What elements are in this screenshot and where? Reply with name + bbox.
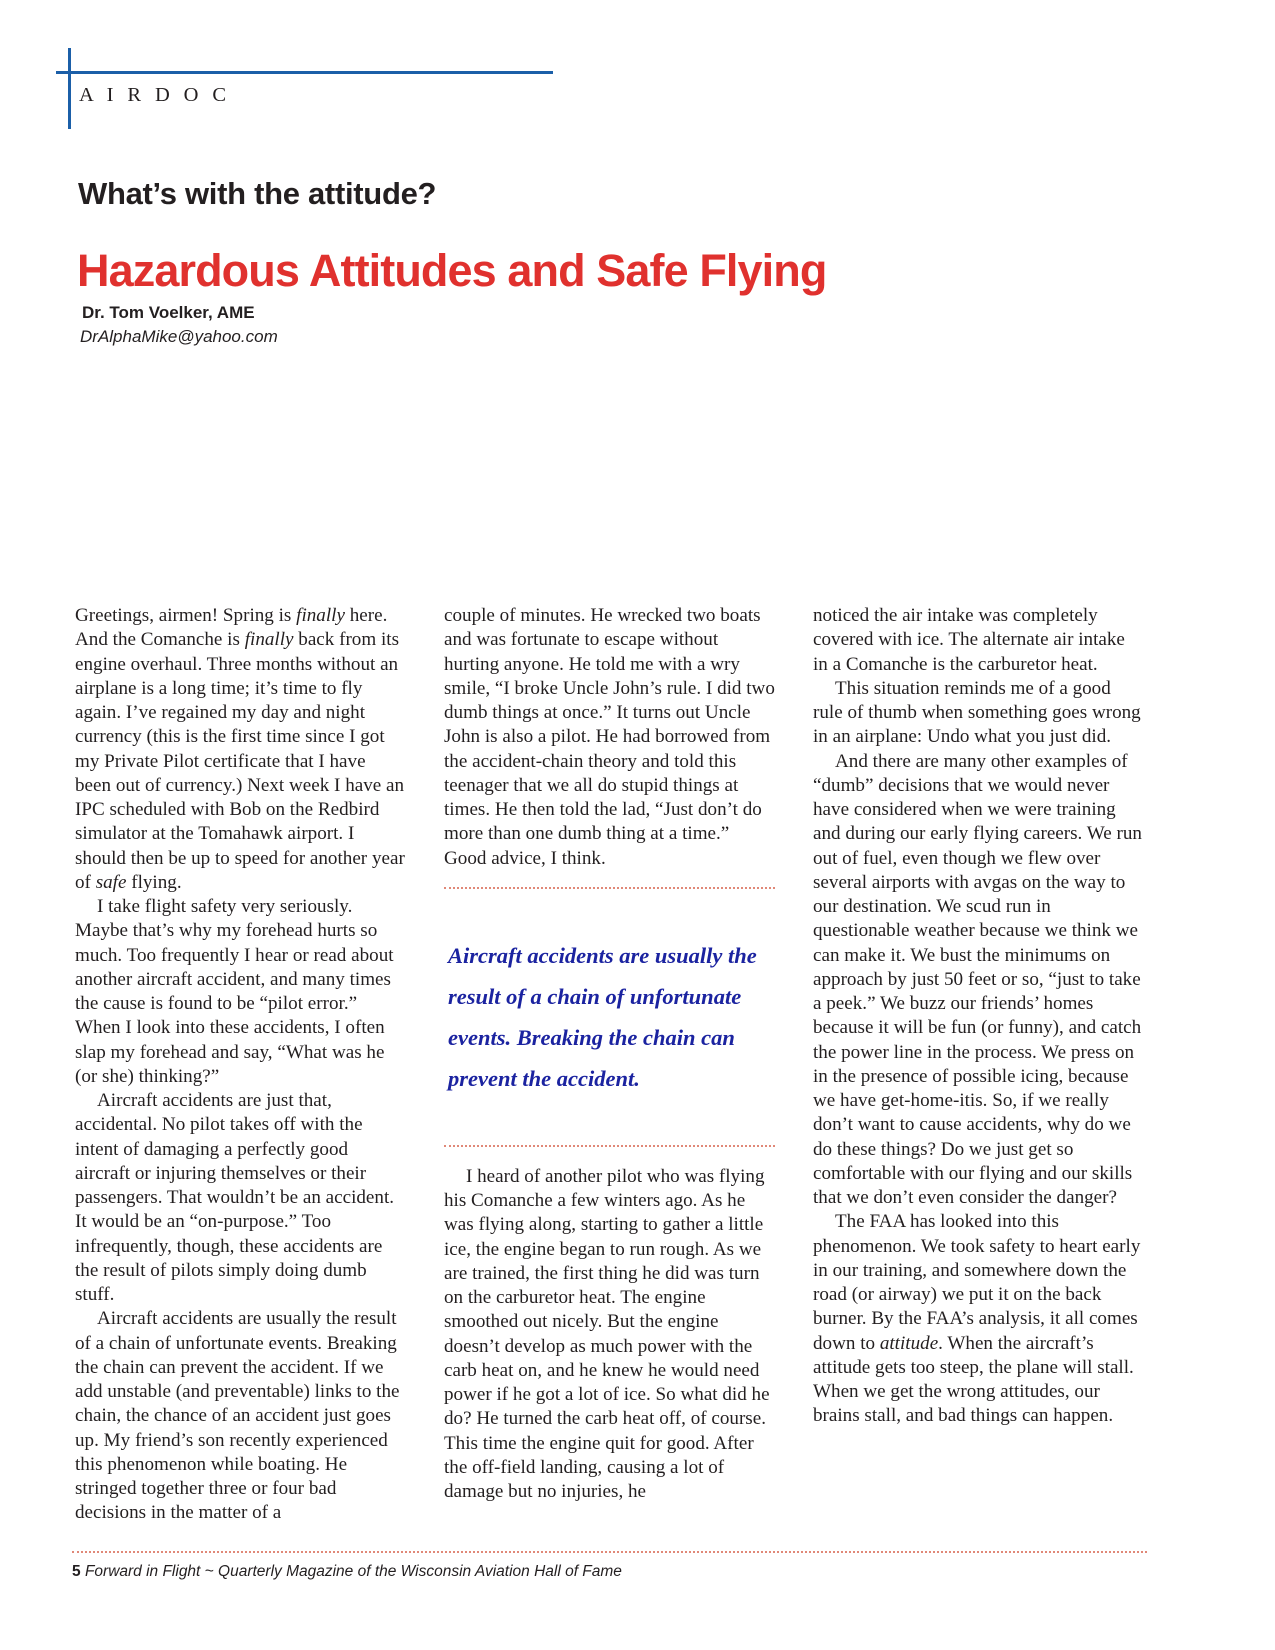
masthead-vertical-rule: [68, 48, 71, 129]
emphasis-text: safe: [95, 871, 127, 893]
article-column-2: [444, 604, 775, 1502]
paragraph: I heard of another pilot who was flying his Comanche a few winters ago. As he was flying along, starting to gather a little ice, the engine began to run rough. As we are trained, the first thing he did was turn on the carburetor heat. The engine smoothed out nicely. But the engine doesn’t develop as much power with the carb heat on, and he knew he would need power if he got a lot of ice. So what did he do? He turned the carb heat off, of course. This time the engine quit for good. After the off-field landing, causing a lot of damage but no injuries, he: [444, 1165, 770, 1502]
paragraph: And there are many other examples of “dumb” decisions that we would never have considered when we were training and during our early flying careers. We run out of fuel, even though we flew over several airports with avgas on the way to our destination. We scud run in questionable weather because we think we can make it. We bust the minimums on approach by just 50 feet or so, “just to take a peek.” We buzz our friends’ homes because it will be fun (or funny), and catch the power line in the process. We press on in the presence of possible icing, because we have get-home-itis. So, if we really don’t want to cause accidents, why do we do these things? Do we just get so comfortable with our flying and our skills that we don’t even consider the danger?: [813, 750, 1142, 1208]
article-headline: Hazardous Attitudes and Safe Flying: [77, 245, 827, 297]
pullquote-rule-top: [444, 887, 775, 889]
paragraph: couple of minutes. He wrecked two boats and was fortunate to escape without hurting anyone. He told me with a wry smile, “I broke Uncle John’s rule. I did two dumb things at once.” It turns out Uncle John is also a pilot. He had borrowed from the accident-chain theory and told this teenager that we all do stupid things at times. He then told the lad, “Just don’t do more than one dumb thing at a time.” Good advice, I think.: [444, 605, 775, 869]
footer: [72, 1563, 622, 1581]
footer-rule: [72, 1551, 1147, 1553]
emphasis-text: attitude: [879, 1332, 939, 1354]
paragraph-text: Greetings, airmen! Spring is: [75, 605, 297, 626]
paragraph-text: flying.: [126, 871, 182, 893]
paragraph-text: The FAA has looked into this phenomenon. We took safety to heart early in our training, and somewhere down the road (or airway) we put it on the back burner. By the FAA’s analysis, it all comes down to: [813, 1211, 1141, 1354]
emphasis-text: finally: [244, 629, 294, 651]
paragraph: [75, 604, 406, 895]
masthead-section-label: A I R D O C: [79, 84, 231, 106]
pullquote-rule-bottom: [444, 1145, 775, 1147]
paragraph-text: here. And the Comanche is: [75, 605, 388, 651]
masthead: [68, 48, 558, 130]
footer-page-number: 5: [72, 1563, 81, 1580]
article-author-email: DrAlphaMike@yahoo.com: [80, 327, 278, 346]
article-body: [75, 604, 1145, 1524]
article-author: Dr. Tom Voelker, AME: [82, 303, 255, 322]
masthead-horizontal-rule: [56, 71, 553, 74]
footer-publication: Forward in Flight ~ Quarterly Magazine of the Wisconsin Aviation Hall of Fame: [84, 1563, 622, 1580]
article-column-1: [75, 604, 406, 1524]
article-kicker: What’s with the attitude?: [78, 176, 437, 211]
paragraph-text: back from its engine overhaul. Three months without an airplane is a long time; it’s time to fly again. I’ve regained my day and night currency (this is the first time since I got my Private Pilot certificate that I have been out of currency.) Next week I have an IPC scheduled with Bob on the Redbird simulator at the Tomahawk airport. I should then be up to speed for another year of: [75, 629, 405, 893]
paragraph: Aircraft accidents are just that, accidental. No pilot takes off with the intent of damaging a perfectly good aircraft or injuring themselves or their passengers. That wouldn’t be an accident. It would be an “on-purpose.” Too infrequently, though, these accidents are the result of pilots simply doing dumb stuff.: [75, 1090, 395, 1305]
pullquote-block: [444, 887, 775, 1147]
article-column-3: [813, 604, 1144, 1434]
emphasis-text: finally: [296, 605, 345, 626]
paragraph: Aircraft accidents are usually the result of a chain of unfortunate events. Breaking the chain can prevent the accident. If we add unstable (and preventable) links to the chain, the chance of an accident just goes up. My friend’s son recently experienced this phenomenon while boating. He stringed together three or four bad decisions in the matter of a: [75, 1308, 400, 1524]
paragraph: This situation reminds me of a good rule of thumb when something goes wrong in an airplane: Undo what you just did.: [813, 677, 1141, 748]
paragraph: [813, 1210, 1144, 1428]
paragraph: I take flight safety very seriously. Maybe that’s why my forehead hurts so much. Too frequently I hear or read about another aircraft accident, and many times the cause is found to be “pilot error.” When I look into these accidents, I often slap my forehead and say, “What was he (or she) thinking?”: [75, 896, 394, 1087]
pullquote-text: Aircraft accidents are usually the result of a chain of unfortunate events. Breaking the chain can prevent the accident.: [448, 942, 757, 1091]
paragraph-text: . When the aircraft’s attitude gets too steep, the plane will stall. When we get the wrong attitudes, our brains stall, and bad things can happen.: [813, 1332, 1134, 1427]
paragraph: noticed the air intake was completely covered with ice. The alternate air intake in a Comanche is the carburetor heat.: [813, 605, 1125, 675]
